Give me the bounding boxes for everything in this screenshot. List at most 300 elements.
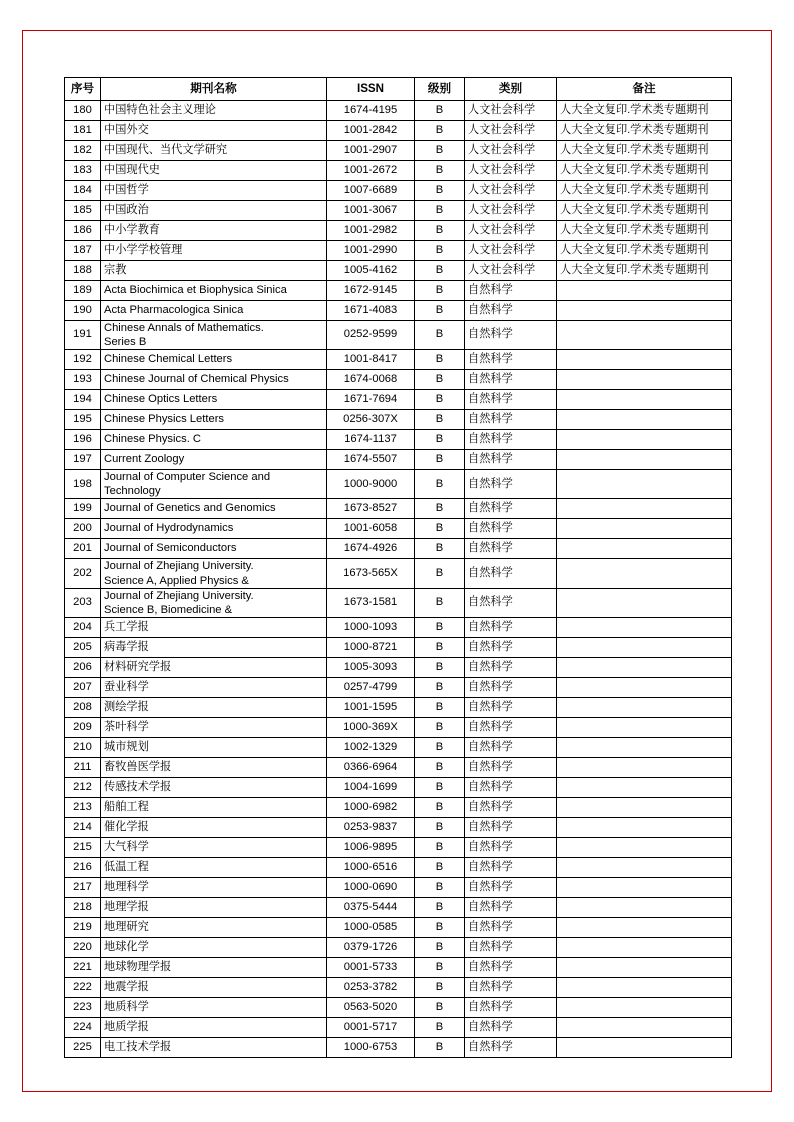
cell-note bbox=[557, 877, 732, 897]
cell-journal-name: Current Zoology bbox=[101, 450, 327, 470]
table-row bbox=[65, 1037, 732, 1057]
cell-level: B bbox=[415, 657, 465, 677]
cell-note: 人大全文复印.学术类专题期刊 bbox=[557, 141, 732, 161]
cell-seq: 205 bbox=[65, 637, 101, 657]
journal-name-line: Science A, Applied Physics & bbox=[104, 574, 249, 587]
cell-journal-name: 中国政治 bbox=[101, 201, 327, 221]
cell-issn: 1001-6058 bbox=[327, 519, 415, 539]
cell-level: B bbox=[415, 559, 465, 588]
cell-note bbox=[557, 737, 732, 757]
cell-seq: 195 bbox=[65, 410, 101, 430]
cell-level: B bbox=[415, 697, 465, 717]
cell-issn: 1000-6516 bbox=[327, 857, 415, 877]
cell-level: B bbox=[415, 430, 465, 450]
cell-level: B bbox=[415, 301, 465, 321]
journal-table-container bbox=[64, 77, 731, 1058]
cell-journal-name: Journal of Hydrodynamics bbox=[101, 519, 327, 539]
table-row bbox=[65, 937, 732, 957]
cell-seq: 186 bbox=[65, 221, 101, 241]
table-row bbox=[65, 241, 732, 261]
cell-issn: 1001-1595 bbox=[327, 697, 415, 717]
cell-seq: 198 bbox=[65, 470, 101, 499]
table-row bbox=[65, 717, 732, 737]
cell-level: B bbox=[415, 161, 465, 181]
cell-category: 自然科学 bbox=[465, 588, 557, 617]
cell-issn: 1001-8417 bbox=[327, 350, 415, 370]
cell-journal-name: 地质学报 bbox=[101, 1017, 327, 1037]
cell-issn: 1000-0585 bbox=[327, 917, 415, 937]
cell-category: 自然科学 bbox=[465, 539, 557, 559]
cell-category: 人文社会科学 bbox=[465, 261, 557, 281]
cell-issn: 1001-2982 bbox=[327, 221, 415, 241]
cell-note: 人大全文复印.学术类专题期刊 bbox=[557, 181, 732, 201]
cell-issn: 1001-3067 bbox=[327, 201, 415, 221]
cell-level: B bbox=[415, 221, 465, 241]
cell-seq: 221 bbox=[65, 957, 101, 977]
cell-journal-name: Journal of Semiconductors bbox=[101, 539, 327, 559]
cell-journal-name: 中国现代史 bbox=[101, 161, 327, 181]
cell-note bbox=[557, 588, 732, 617]
table-row bbox=[65, 1017, 732, 1037]
cell-level: B bbox=[415, 737, 465, 757]
cell-seq: 218 bbox=[65, 897, 101, 917]
cell-journal-name: 地球物理学报 bbox=[101, 957, 327, 977]
table-row bbox=[65, 121, 732, 141]
table-row bbox=[65, 917, 732, 937]
cell-issn: 1674-5507 bbox=[327, 450, 415, 470]
cell-issn: 1002-1329 bbox=[327, 737, 415, 757]
cell-category: 自然科学 bbox=[465, 321, 557, 350]
cell-level: B bbox=[415, 837, 465, 857]
cell-journal-name: 中国外交 bbox=[101, 121, 327, 141]
cell-level: B bbox=[415, 101, 465, 121]
cell-issn: 1671-4083 bbox=[327, 301, 415, 321]
journal-name-line: Journal of Zhejiang University. bbox=[104, 560, 254, 573]
cell-note bbox=[557, 539, 732, 559]
cell-category: 自然科学 bbox=[465, 897, 557, 917]
table-row bbox=[65, 797, 732, 817]
cell-issn: 0256-307X bbox=[327, 410, 415, 430]
cell-note bbox=[557, 717, 732, 737]
cell-level: B bbox=[415, 201, 465, 221]
cell-level: B bbox=[415, 957, 465, 977]
cell-issn: 1005-4162 bbox=[327, 261, 415, 281]
cell-issn: 1000-6753 bbox=[327, 1037, 415, 1057]
cell-journal-name: 蚕业科学 bbox=[101, 677, 327, 697]
table-row bbox=[65, 450, 732, 470]
cell-level: B bbox=[415, 637, 465, 657]
cell-journal-name: 传感技术学报 bbox=[101, 777, 327, 797]
table-row bbox=[65, 390, 732, 410]
cell-issn: 1000-6982 bbox=[327, 797, 415, 817]
cell-seq: 206 bbox=[65, 657, 101, 677]
cell-journal-name: 中小学教育 bbox=[101, 221, 327, 241]
cell-note: 人大全文复印.学术类专题期刊 bbox=[557, 241, 732, 261]
cell-seq: 188 bbox=[65, 261, 101, 281]
cell-issn: 1000-9000 bbox=[327, 470, 415, 499]
cell-category: 自然科学 bbox=[465, 937, 557, 957]
cell-journal-name: 测绘学报 bbox=[101, 697, 327, 717]
cell-issn: 1000-369X bbox=[327, 717, 415, 737]
cell-issn: 1673-8527 bbox=[327, 499, 415, 519]
cell-journal-name: 兵工学报 bbox=[101, 617, 327, 637]
cell-journal-name: 地质科学 bbox=[101, 997, 327, 1017]
table-row bbox=[65, 499, 732, 519]
cell-issn: 0253-3782 bbox=[327, 977, 415, 997]
cell-note bbox=[557, 1037, 732, 1057]
table-row bbox=[65, 657, 732, 677]
cell-seq: 202 bbox=[65, 559, 101, 588]
cell-issn: 1674-0068 bbox=[327, 370, 415, 390]
cell-issn: 1005-3093 bbox=[327, 657, 415, 677]
cell-level: B bbox=[415, 757, 465, 777]
cell-issn: 1001-2842 bbox=[327, 121, 415, 141]
cell-journal-name: 城市规划 bbox=[101, 737, 327, 757]
cell-category: 自然科学 bbox=[465, 617, 557, 637]
cell-journal-name: 地理科学 bbox=[101, 877, 327, 897]
cell-issn: 1001-2672 bbox=[327, 161, 415, 181]
cell-level: B bbox=[415, 410, 465, 430]
cell-category: 自然科学 bbox=[465, 817, 557, 837]
cell-category: 自然科学 bbox=[465, 470, 557, 499]
cell-level: B bbox=[415, 617, 465, 637]
cell-note bbox=[557, 817, 732, 837]
cell-note bbox=[557, 977, 732, 997]
cell-category: 自然科学 bbox=[465, 1037, 557, 1057]
cell-journal-name: Chinese Physics Letters bbox=[101, 410, 327, 430]
cell-seq: 208 bbox=[65, 697, 101, 717]
cell-seq: 194 bbox=[65, 390, 101, 410]
cell-note bbox=[557, 410, 732, 430]
cell-level: B bbox=[415, 390, 465, 410]
table-row bbox=[65, 301, 732, 321]
cell-level: B bbox=[415, 677, 465, 697]
cell-category: 自然科学 bbox=[465, 757, 557, 777]
cell-category: 人文社会科学 bbox=[465, 201, 557, 221]
cell-level: B bbox=[415, 321, 465, 350]
table-row bbox=[65, 101, 732, 121]
cell-seq: 211 bbox=[65, 757, 101, 777]
cell-issn: 0001-5717 bbox=[327, 1017, 415, 1037]
cell-level: B bbox=[415, 917, 465, 937]
column-header-seq: 序号 bbox=[65, 78, 101, 101]
cell-seq: 189 bbox=[65, 281, 101, 301]
cell-category: 自然科学 bbox=[465, 390, 557, 410]
cell-level: B bbox=[415, 370, 465, 390]
cell-level: B bbox=[415, 717, 465, 737]
cell-level: B bbox=[415, 897, 465, 917]
cell-level: B bbox=[415, 777, 465, 797]
cell-note bbox=[557, 519, 732, 539]
cell-level: B bbox=[415, 977, 465, 997]
cell-category: 人文社会科学 bbox=[465, 101, 557, 121]
cell-level: B bbox=[415, 261, 465, 281]
cell-journal-name: Chinese Chemical Letters bbox=[101, 350, 327, 370]
table-row bbox=[65, 141, 732, 161]
cell-level: B bbox=[415, 877, 465, 897]
cell-journal-name bbox=[101, 470, 327, 499]
cell-journal-name: 船舶工程 bbox=[101, 797, 327, 817]
cell-level: B bbox=[415, 817, 465, 837]
cell-note bbox=[557, 370, 732, 390]
cell-seq: 224 bbox=[65, 1017, 101, 1037]
cell-journal-name bbox=[101, 588, 327, 617]
cell-journal-name: Chinese Optics Letters bbox=[101, 390, 327, 410]
cell-seq: 212 bbox=[65, 777, 101, 797]
cell-seq: 222 bbox=[65, 977, 101, 997]
cell-note bbox=[557, 677, 732, 697]
table-row bbox=[65, 410, 732, 430]
cell-journal-name: 茶叶科学 bbox=[101, 717, 327, 737]
cell-category: 自然科学 bbox=[465, 350, 557, 370]
cell-journal-name: 催化学报 bbox=[101, 817, 327, 837]
cell-journal-name: 宗教 bbox=[101, 261, 327, 281]
cell-journal-name bbox=[101, 559, 327, 588]
journal-name-line: Series B bbox=[104, 336, 147, 349]
cell-category: 自然科学 bbox=[465, 519, 557, 539]
table-row bbox=[65, 957, 732, 977]
cell-journal-name: 低温工程 bbox=[101, 857, 327, 877]
table-row bbox=[65, 181, 732, 201]
table-row bbox=[65, 777, 732, 797]
cell-seq: 210 bbox=[65, 737, 101, 757]
cell-journal-name: 中国哲学 bbox=[101, 181, 327, 201]
cell-level: B bbox=[415, 121, 465, 141]
cell-issn: 1674-1137 bbox=[327, 430, 415, 450]
table-row bbox=[65, 321, 732, 350]
journal-table bbox=[64, 77, 732, 1058]
table-row bbox=[65, 201, 732, 221]
cell-category: 自然科学 bbox=[465, 877, 557, 897]
cell-level: B bbox=[415, 997, 465, 1017]
table-row bbox=[65, 637, 732, 657]
cell-note bbox=[557, 997, 732, 1017]
table-row bbox=[65, 559, 732, 588]
cell-issn: 0257-4799 bbox=[327, 677, 415, 697]
cell-journal-name: 畜牧兽医学报 bbox=[101, 757, 327, 777]
table-row bbox=[65, 539, 732, 559]
table-row bbox=[65, 370, 732, 390]
cell-seq: 199 bbox=[65, 499, 101, 519]
cell-note: 人大全文复印.学术类专题期刊 bbox=[557, 101, 732, 121]
table-row bbox=[65, 519, 732, 539]
cell-note bbox=[557, 617, 732, 637]
cell-seq: 183 bbox=[65, 161, 101, 181]
cell-category: 人文社会科学 bbox=[465, 241, 557, 261]
cell-category: 人文社会科学 bbox=[465, 181, 557, 201]
cell-note bbox=[557, 957, 732, 977]
cell-note: 人大全文复印.学术类专题期刊 bbox=[557, 201, 732, 221]
cell-level: B bbox=[415, 181, 465, 201]
cell-seq: 220 bbox=[65, 937, 101, 957]
cell-issn: 0366-6964 bbox=[327, 757, 415, 777]
cell-seq: 191 bbox=[65, 321, 101, 350]
cell-journal-name: 电工技术学报 bbox=[101, 1037, 327, 1057]
cell-note: 人大全文复印.学术类专题期刊 bbox=[557, 221, 732, 241]
cell-level: B bbox=[415, 141, 465, 161]
cell-seq: 216 bbox=[65, 857, 101, 877]
cell-journal-name bbox=[101, 321, 327, 350]
cell-note bbox=[557, 559, 732, 588]
cell-note bbox=[557, 450, 732, 470]
cell-note bbox=[557, 1017, 732, 1037]
column-header-category: 类别 bbox=[465, 78, 557, 101]
cell-category: 自然科学 bbox=[465, 1017, 557, 1037]
cell-seq: 217 bbox=[65, 877, 101, 897]
table-row bbox=[65, 857, 732, 877]
cell-category: 自然科学 bbox=[465, 797, 557, 817]
cell-note bbox=[557, 657, 732, 677]
column-header-note: 备注 bbox=[557, 78, 732, 101]
journal-name-line: Journal of Computer Science and bbox=[104, 471, 271, 484]
table-row bbox=[65, 997, 732, 1017]
cell-issn: 1674-4195 bbox=[327, 101, 415, 121]
cell-level: B bbox=[415, 241, 465, 261]
table-row bbox=[65, 897, 732, 917]
table-row bbox=[65, 677, 732, 697]
cell-category: 自然科学 bbox=[465, 917, 557, 937]
table-row bbox=[65, 281, 732, 301]
cell-level: B bbox=[415, 588, 465, 617]
cell-category: 自然科学 bbox=[465, 301, 557, 321]
cell-level: B bbox=[415, 499, 465, 519]
cell-level: B bbox=[415, 797, 465, 817]
cell-seq: 184 bbox=[65, 181, 101, 201]
cell-category: 自然科学 bbox=[465, 697, 557, 717]
cell-seq: 187 bbox=[65, 241, 101, 261]
cell-seq: 214 bbox=[65, 817, 101, 837]
cell-issn: 1004-1699 bbox=[327, 777, 415, 797]
cell-issn: 1000-8721 bbox=[327, 637, 415, 657]
cell-journal-name: Chinese Physics. C bbox=[101, 430, 327, 450]
cell-note bbox=[557, 499, 732, 519]
cell-journal-name: 材料研究学报 bbox=[101, 657, 327, 677]
cell-journal-name: 地球化学 bbox=[101, 937, 327, 957]
cell-category: 自然科学 bbox=[465, 677, 557, 697]
cell-note bbox=[557, 837, 732, 857]
cell-issn: 0252-9599 bbox=[327, 321, 415, 350]
cell-category: 自然科学 bbox=[465, 977, 557, 997]
table-row bbox=[65, 817, 732, 837]
cell-issn: 1674-4926 bbox=[327, 539, 415, 559]
cell-category: 人文社会科学 bbox=[465, 161, 557, 181]
journal-name-line: Journal of Zhejiang University. bbox=[104, 589, 254, 602]
cell-seq: 185 bbox=[65, 201, 101, 221]
cell-note bbox=[557, 857, 732, 877]
cell-note bbox=[557, 697, 732, 717]
cell-category: 自然科学 bbox=[465, 737, 557, 757]
table-row bbox=[65, 161, 732, 181]
cell-level: B bbox=[415, 1037, 465, 1057]
cell-category: 自然科学 bbox=[465, 637, 557, 657]
cell-issn: 0253-9837 bbox=[327, 817, 415, 837]
cell-seq: 180 bbox=[65, 101, 101, 121]
cell-note bbox=[557, 390, 732, 410]
cell-seq: 204 bbox=[65, 617, 101, 637]
table-row bbox=[65, 588, 732, 617]
cell-category: 自然科学 bbox=[465, 857, 557, 877]
table-row bbox=[65, 430, 732, 450]
cell-level: B bbox=[415, 519, 465, 539]
table-row bbox=[65, 261, 732, 281]
cell-category: 自然科学 bbox=[465, 430, 557, 450]
cell-journal-name: Journal of Genetics and Genomics bbox=[101, 499, 327, 519]
cell-issn: 1007-6689 bbox=[327, 181, 415, 201]
cell-issn: 0379-1726 bbox=[327, 937, 415, 957]
cell-journal-name: 大气科学 bbox=[101, 837, 327, 857]
cell-journal-name: 中小学学校管理 bbox=[101, 241, 327, 261]
cell-issn: 1671-7694 bbox=[327, 390, 415, 410]
cell-category: 自然科学 bbox=[465, 559, 557, 588]
cell-seq: 223 bbox=[65, 997, 101, 1017]
cell-note: 人大全文复印.学术类专题期刊 bbox=[557, 121, 732, 141]
cell-journal-name: Acta Pharmacologica Sinica bbox=[101, 301, 327, 321]
cell-note bbox=[557, 301, 732, 321]
cell-seq: 181 bbox=[65, 121, 101, 141]
cell-seq: 200 bbox=[65, 519, 101, 539]
cell-issn: 1001-2990 bbox=[327, 241, 415, 261]
cell-level: B bbox=[415, 470, 465, 499]
cell-note bbox=[557, 937, 732, 957]
cell-journal-name: Chinese Journal of Chemical Physics bbox=[101, 370, 327, 390]
cell-issn: 0375-5444 bbox=[327, 897, 415, 917]
cell-issn: 1000-1093 bbox=[327, 617, 415, 637]
journal-name-line: Technology bbox=[104, 485, 161, 498]
cell-note: 人大全文复印.学术类专题期刊 bbox=[557, 161, 732, 181]
cell-issn: 1673-565X bbox=[327, 559, 415, 588]
table-row bbox=[65, 877, 732, 897]
cell-issn: 1672-9145 bbox=[327, 281, 415, 301]
cell-seq: 225 bbox=[65, 1037, 101, 1057]
cell-note bbox=[557, 637, 732, 657]
cell-category: 自然科学 bbox=[465, 657, 557, 677]
cell-journal-name: 地理学报 bbox=[101, 897, 327, 917]
cell-category: 自然科学 bbox=[465, 957, 557, 977]
cell-category: 自然科学 bbox=[465, 499, 557, 519]
journal-name-line: Science B, Biomedicine & bbox=[104, 603, 233, 616]
cell-level: B bbox=[415, 350, 465, 370]
cell-note bbox=[557, 777, 732, 797]
cell-category: 人文社会科学 bbox=[465, 221, 557, 241]
cell-note bbox=[557, 321, 732, 350]
column-header-level: 级别 bbox=[415, 78, 465, 101]
cell-seq: 197 bbox=[65, 450, 101, 470]
cell-category: 自然科学 bbox=[465, 777, 557, 797]
cell-category: 自然科学 bbox=[465, 837, 557, 857]
cell-seq: 215 bbox=[65, 837, 101, 857]
table-row bbox=[65, 757, 732, 777]
cell-seq: 219 bbox=[65, 917, 101, 937]
cell-issn: 0001-5733 bbox=[327, 957, 415, 977]
table-header-row bbox=[65, 78, 732, 101]
cell-note bbox=[557, 350, 732, 370]
cell-journal-name: 病毒学报 bbox=[101, 637, 327, 657]
table-row bbox=[65, 350, 732, 370]
cell-level: B bbox=[415, 281, 465, 301]
cell-journal-name: 地理研究 bbox=[101, 917, 327, 937]
cell-level: B bbox=[415, 857, 465, 877]
cell-note bbox=[557, 917, 732, 937]
cell-category: 自然科学 bbox=[465, 450, 557, 470]
cell-category: 自然科学 bbox=[465, 370, 557, 390]
journal-name-line: Chinese Annals of Mathematics. bbox=[104, 322, 264, 334]
cell-issn: 1006-9895 bbox=[327, 837, 415, 857]
table-body bbox=[65, 101, 732, 1058]
cell-category: 人文社会科学 bbox=[465, 121, 557, 141]
table-row bbox=[65, 837, 732, 857]
cell-category: 自然科学 bbox=[465, 410, 557, 430]
cell-seq: 190 bbox=[65, 301, 101, 321]
